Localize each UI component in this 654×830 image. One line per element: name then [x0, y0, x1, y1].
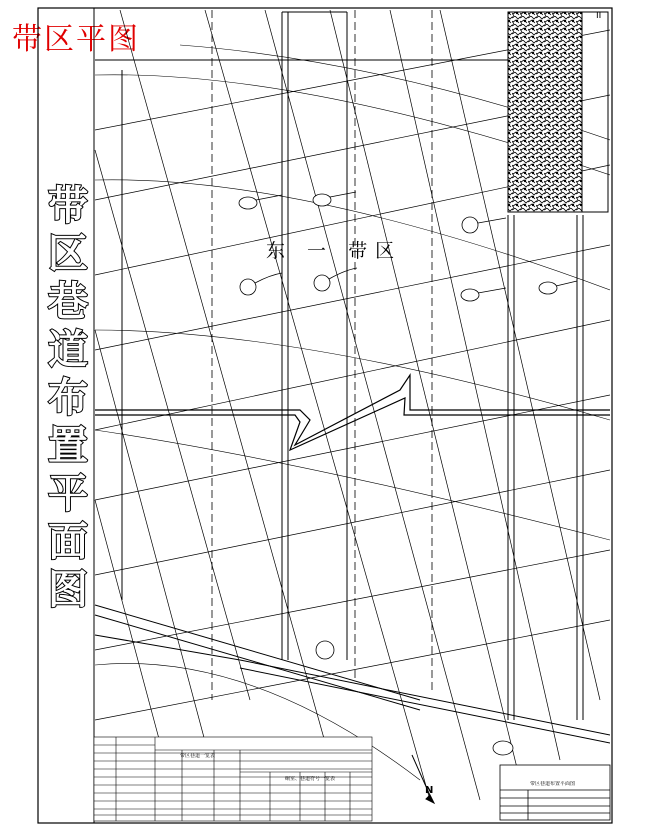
side-title-char: 置 [48, 423, 88, 469]
side-title-char: 面 [48, 519, 88, 565]
north-label: N [425, 785, 434, 796]
sheet-number: II [596, 11, 602, 21]
drawing-header-title: 带区平图 [12, 22, 140, 57]
equipment-table-title: 硐室、巷道符号一览表 [285, 776, 336, 782]
side-title-char: 巷 [48, 279, 88, 325]
side-title-char: 图 [48, 567, 88, 613]
bottom-roadways [95, 605, 610, 743]
side-title-char: 道 [48, 327, 88, 373]
title-block [500, 765, 610, 820]
zone-label: 东 一 带区 [266, 240, 403, 262]
side-title-char: 平 [48, 471, 88, 517]
side-title-char: 带 [48, 183, 88, 229]
title-block-title: 带区巷道布置平面图 [530, 781, 576, 787]
side-title-char: 区 [48, 231, 88, 277]
rock-hatch-area [508, 12, 582, 212]
side-title-char: 布 [48, 375, 88, 421]
fault-break [95, 375, 610, 445]
roadway-table-title: 带区巷道一览表 [180, 753, 216, 759]
